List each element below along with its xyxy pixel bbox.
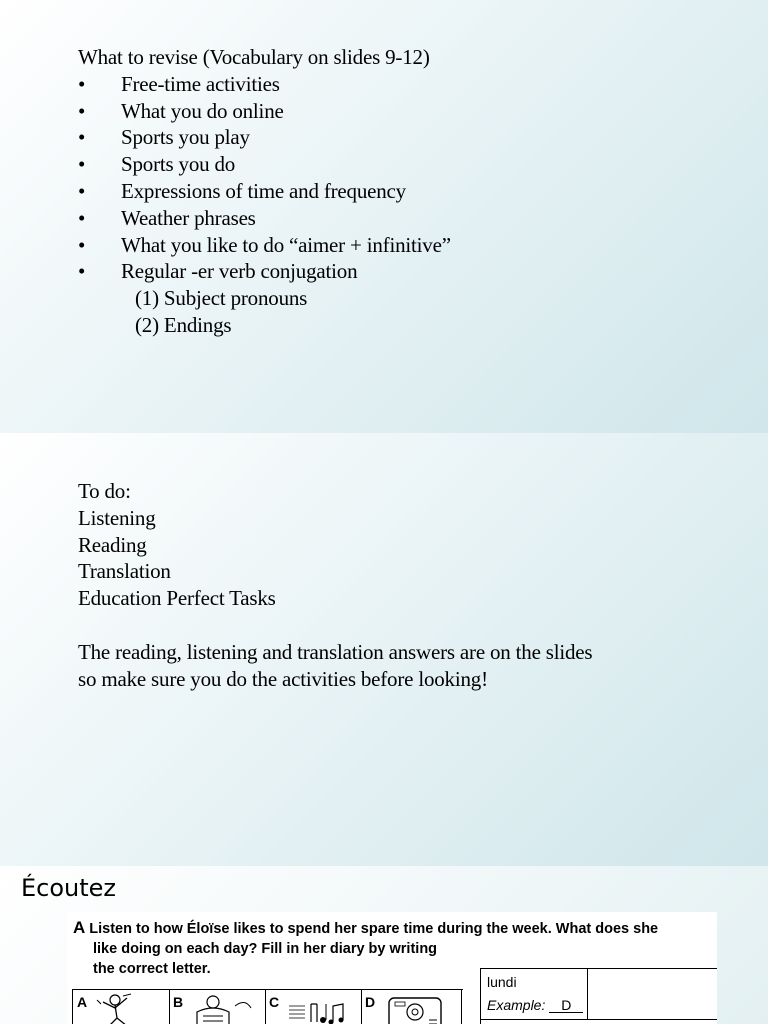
bullet-icon: • [78,152,86,177]
picture-option [169,990,266,1024]
picture-label: D [365,994,376,1010]
picture-option [265,990,362,1024]
list-item-text: What you like to do “aimer + infinitive” [121,232,451,257]
list-item-text: Expressions of time and frequency [121,178,406,203]
bullet-icon: • [78,125,86,150]
list-item [78,258,451,285]
game-console-icon [381,992,451,1024]
task-item: Listening [78,505,156,530]
list-item [78,205,451,232]
music-notes-icon [285,992,355,1024]
task-item: Education Perfect Tasks [78,586,276,611]
picture-label: B [173,994,184,1010]
picture-label: A [77,994,88,1010]
bullet-icon: • [78,178,86,203]
diary-entry-cell [588,969,717,1020]
dancing-figure-icon [93,992,163,1024]
list-item [78,71,451,98]
list-item [78,151,451,178]
to-do-list [78,478,592,692]
list-item-text: Free-time activities [121,71,280,96]
diary-table [480,968,717,1024]
bullet-icon: • [78,71,86,96]
list-item-text: What you do online [121,98,284,123]
instruction-line [73,918,703,939]
list-item-text: Weather phrases [121,205,256,230]
picture-label: C [269,994,280,1010]
picture-options [72,989,463,1024]
paragraph-spacer [78,612,592,639]
bullet-icon: • [78,259,86,284]
reading-figure-icon [189,992,259,1024]
diary-example [487,997,583,1013]
picture-option [361,990,462,1024]
instruction-text: Listen to how Éloïse likes to spend her spare time during the week. What does she [89,921,659,937]
example-label: Example: [487,997,546,1013]
list-item-text: Sports you do [121,152,236,177]
revision-heading: What to revise (Vocabulary on slides 9-12) [78,45,430,69]
bullet-icon: • [78,98,86,123]
list-item-text: Regular -er verb conjugation [121,259,358,284]
diary-day-cell [481,969,588,1020]
revision-list [78,44,451,339]
task-item: Reading [78,532,147,557]
worksheet-image [67,912,717,1024]
picture-option [73,990,170,1024]
list-item [78,178,451,205]
sub-list-item: (2) Endings [135,312,232,337]
instruction-line: the correct letter. [93,961,211,977]
task-item: Translation [78,559,171,584]
instruction-line: like doing on each day? Fill in her diary by writing [93,941,438,957]
to-do-heading: To do: [78,479,131,503]
list-item [78,124,451,151]
list-item-text: Sports you play [121,125,250,150]
note-line: so make sure you do the activities before looking! [78,666,488,691]
note-line: The reading, listening and translation answers are on the slides [78,639,593,664]
example-answer: D [549,998,583,1013]
sub-list-item: (1) Subject pronouns [135,286,308,311]
task-letter: A [73,918,86,937]
list-item [78,98,451,125]
list-item [78,232,451,259]
bullet-icon: • [78,205,86,230]
bullet-icon: • [78,232,86,257]
slide-title: Écoutez [21,874,117,902]
diary-day: lundi [487,974,517,990]
